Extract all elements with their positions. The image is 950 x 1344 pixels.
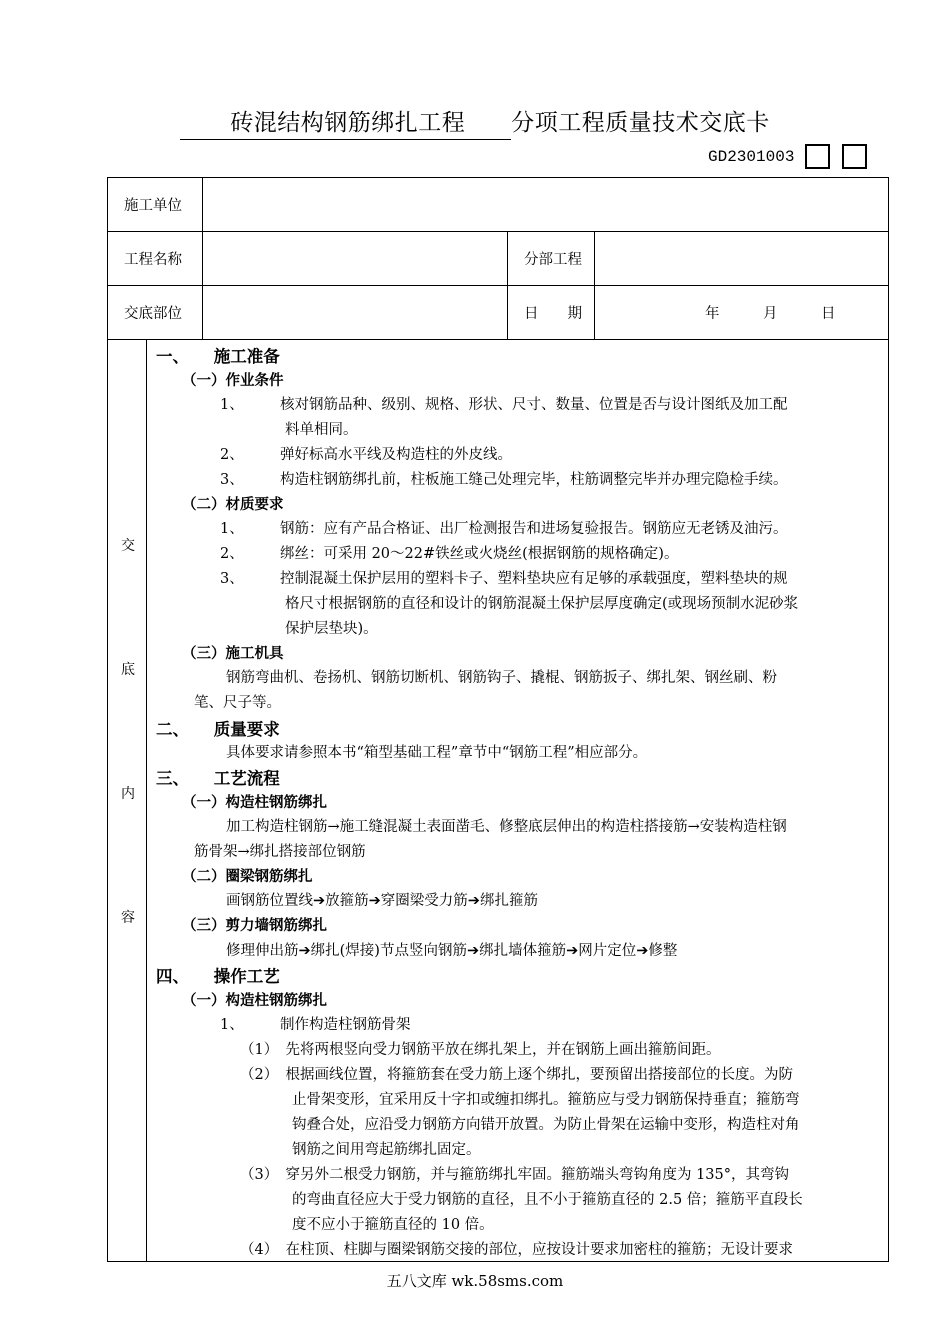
content-line: 1、 核对钢筋品种、级别、规格、形状、尺寸、数量、位置是否与设计图纸及加工配 bbox=[220, 397, 788, 413]
location-value[interactable] bbox=[203, 286, 508, 340]
side-char: 底 bbox=[121, 662, 135, 678]
content-line: 钢筋弯曲机、卷扬机、钢筋切断机、钢筋钩子、撬棍、钢筋扳子、绑扎架、钢丝刷、粉 bbox=[226, 670, 777, 686]
form-code bbox=[708, 144, 867, 169]
checkbox-2[interactable] bbox=[842, 144, 867, 169]
side-label-column bbox=[108, 339, 147, 1261]
content-line: 3、 控制混凝土保护层用的塑料卡子、塑料垫块应有足够的承载强度，塑料垫块的规 bbox=[220, 571, 788, 587]
subsection-heading: （三）剪力墙钢筋绑扎 bbox=[182, 918, 327, 934]
unit-label: 施工单位 bbox=[108, 178, 203, 232]
content-line: 2、 绑丝：可采用 20～22#铁丝或火烧丝(根据钢筋的规格确定)。 bbox=[220, 546, 679, 562]
page-title bbox=[0, 104, 950, 140]
section-heading: 一、 施工准备 bbox=[156, 347, 280, 366]
content-line: 3、 构造柱钢筋绑扎前，柱板施工缝己处理完毕，柱筋调整完毕并办理完隐检手续。 bbox=[220, 472, 788, 488]
side-char: 交 bbox=[121, 538, 135, 554]
form-code-text: GD2301003 bbox=[708, 147, 795, 166]
content-line: （2） 根据画线位置，将箍筋套在受力筋上逐个绑扎，要预留出搭接部位的长度。为防 bbox=[240, 1067, 793, 1083]
subsection-heading: （一）构造柱钢筋绑扎 bbox=[182, 795, 327, 811]
content-line: 度不应小于箍筋直径的 10 倍。 bbox=[292, 1217, 494, 1233]
content-line: 具体要求请参照本书“箱型基础工程”章节中“钢筋工程”相应部分。 bbox=[226, 745, 648, 761]
subsection-heading: （一）构造柱钢筋绑扎 bbox=[182, 993, 327, 1009]
subsection-heading: （二）圈梁钢筋绑扎 bbox=[182, 869, 313, 885]
title-rest: 分项工程质量技术交底卡 bbox=[511, 110, 770, 136]
section-heading: 二、 质量要求 bbox=[156, 720, 280, 739]
subsection-heading: （二）材质要求 bbox=[182, 497, 284, 513]
content-line: （3） 穿另外二根受力钢筋，并与箍筋绑扎牢固。箍筋端头弯钩角度为 135°，其弯钩 bbox=[240, 1167, 790, 1183]
checkbox-1[interactable] bbox=[805, 144, 830, 169]
content-line: 钩叠合处，应沿受力钢筋方向错开放置。为防止骨架在运输中变形，构造柱对角 bbox=[292, 1117, 800, 1133]
content-line: 1、 制作构造柱钢筋骨架 bbox=[220, 1017, 411, 1033]
content-line: 筋骨架→绑扎搭接部位钢筋 bbox=[194, 844, 366, 860]
content-line: 2、 弹好标高水平线及构造柱的外皮线。 bbox=[220, 447, 512, 463]
section-heading: 三、 工艺流程 bbox=[156, 769, 280, 788]
subproject-value[interactable] bbox=[595, 232, 889, 286]
subsection-heading: （一）作业条件 bbox=[182, 373, 284, 389]
date-label: 日 期 bbox=[508, 286, 595, 340]
content-line: 止骨架变形，宜采用反十字扣或缠扣绑扎。箍筋应与受力钢筋保持垂直；箍筋弯 bbox=[292, 1092, 800, 1108]
content-box bbox=[107, 339, 889, 1262]
content-line: 笔、尺子等。 bbox=[194, 695, 281, 711]
content-line: （1） 先将两根竖向受力钢筋平放在绑扎架上，并在钢筋上画出箍筋间距。 bbox=[240, 1042, 721, 1058]
content-line: 格尺寸根据钢筋的直径和设计的钢筋混凝土保护层厚度确定(或现场预制水泥砂浆 bbox=[285, 596, 799, 612]
title-underlined: 砖混结构钢筋绑扎工程 bbox=[180, 104, 511, 140]
project-value[interactable] bbox=[203, 232, 508, 286]
content-line: 保护层垫块)。 bbox=[285, 621, 378, 637]
content-line: 加工构造柱钢筋→施工缝混凝土表面凿毛、修整底层伸出的构造柱搭接筋→安装构造柱钢 bbox=[226, 819, 787, 835]
side-char: 容 bbox=[121, 910, 135, 926]
content-line: 1、 钢筋：应有产品合格证、出厂检测报告和进场复验报告。钢筋应无老锈及油污。 bbox=[220, 521, 788, 537]
footer-watermark: 五八文库 wk.58sms.com bbox=[386, 1272, 564, 1290]
subproject-label: 分部工程 bbox=[508, 232, 595, 286]
content-line: （4） 在柱顶、柱脚与圈梁钢筋交接的部位，应按设计要求加密柱的箍筋；无设计要求 bbox=[240, 1242, 793, 1258]
header-table bbox=[107, 177, 889, 340]
location-label: 交底部位 bbox=[108, 286, 203, 340]
content-line: 的弯曲直径应大于受力钢筋的直径，且不小于箍筋直径的 2.5 倍；箍筋平直段长 bbox=[292, 1192, 803, 1208]
content-line: 画钢筋位置线➔放箍筋➔穿圈梁受力筋➔绑扎箍筋 bbox=[226, 893, 538, 909]
content-line: 钢筋之间用弯起筋绑扎固定。 bbox=[292, 1142, 481, 1158]
unit-value[interactable] bbox=[203, 178, 889, 232]
date-value: 年 月 日 bbox=[595, 286, 889, 340]
section-heading: 四、 操作工艺 bbox=[156, 967, 280, 986]
side-char: 内 bbox=[121, 786, 135, 802]
subsection-heading: （三）施工机具 bbox=[182, 646, 284, 662]
project-label: 工程名称 bbox=[108, 232, 203, 286]
content-line: 料单相同。 bbox=[285, 422, 358, 438]
content-line: 修理伸出筋➔绑扎(焊接)节点竖向钢筋➔绑扎墙体箍筋➔网片定位➔修整 bbox=[226, 943, 678, 959]
